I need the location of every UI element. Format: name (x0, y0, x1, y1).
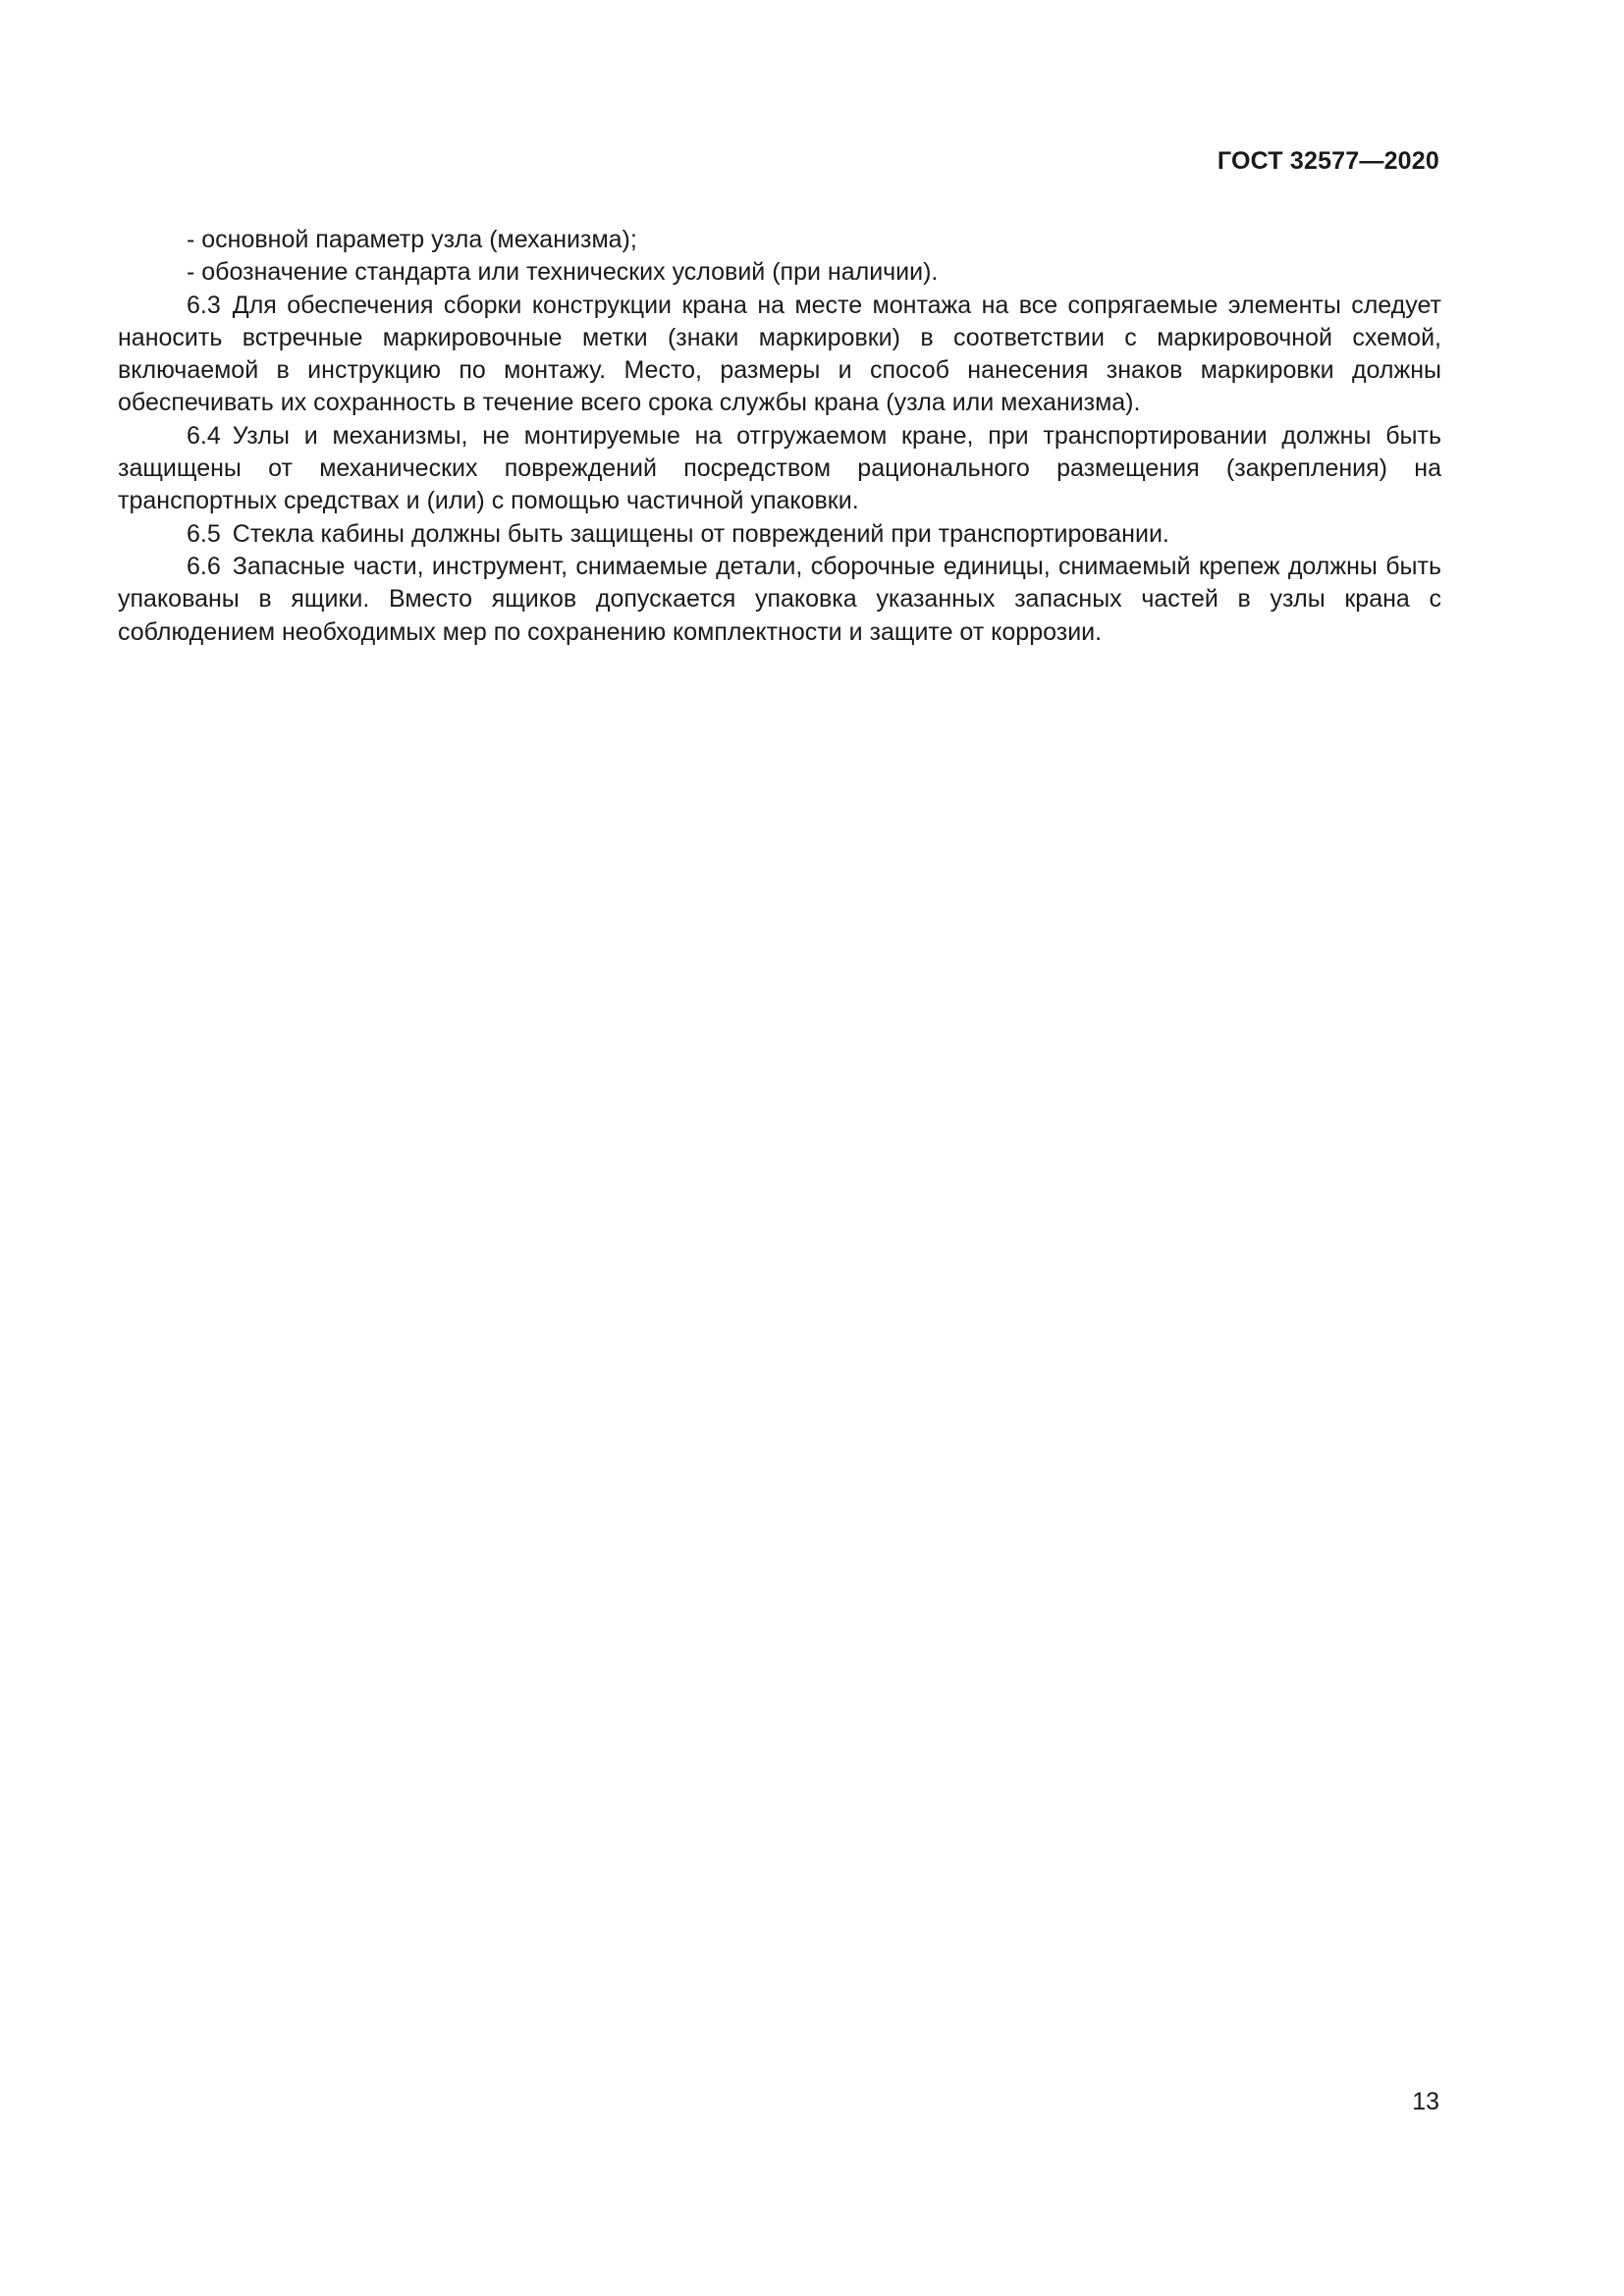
page-number: 13 (1412, 2088, 1439, 2115)
clause-6-6 (118, 551, 1441, 649)
clause-6-4 (118, 420, 1441, 518)
clause-text: Стекла кабины должны быть защищены от повреждений при транспортировании. (232, 519, 1169, 548)
clause-number: 6.3 (187, 291, 221, 319)
list-item-bullet: - основной параметр узла (механизма); (187, 226, 637, 253)
document-header-code: ГОСТ 32577—2020 (1217, 147, 1439, 175)
list-item-bullet: - обозначение стандарта или технических условий (при наличии). (187, 258, 939, 287)
clause-6-3 (118, 290, 1441, 420)
clause-text: Узлы и механизмы, не монтируемые на отгружаемом кране, при транспортировании должны быть защищены от механических повреждений посредством рационального размещения (закрепления) на транспортных средствах и (или) с помощью частичной упаковки. (118, 421, 1441, 515)
clause-text: Для обеспечения сборки конструкции крана на месте монтажа на все сопрягаемые элементы следует наносить встречные маркировочные метки (знаки маркировки) в соответствии с маркировочной схемой, включаемой в инструкцию по монтажу. Место, размеры и способ нанесения знаков маркировки должны обеспечивать их сохранность в течение всего срока службы крана (узла или механизма). (118, 291, 1441, 417)
clause-6-5 (118, 518, 1441, 551)
clause-number: 6.5 (187, 519, 221, 548)
document-body (118, 224, 1441, 649)
clause-text: Запасные части, инструмент, снимаемые детали, сборочные единицы, снимаемый крепеж должны быть упакованы в ящики. Вместо ящиков допускается упаковка указанных запасных частей в узлы крана с соблюдением необходимых мер по сохранению комплектности и защите от коррозии. (118, 552, 1441, 646)
clause-number: 6.4 (187, 421, 221, 450)
clause-number: 6.6 (187, 552, 221, 580)
